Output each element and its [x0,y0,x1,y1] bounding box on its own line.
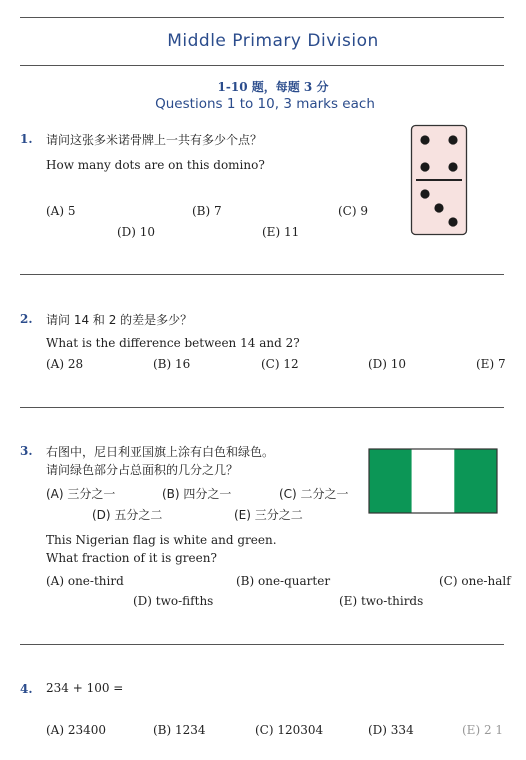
question-text: 234 + 100 = [46,681,124,695]
flag-stripe-left [369,449,412,513]
option-e[interactable]: (E) 11 [262,225,300,239]
domino-dot [420,162,429,171]
option-a[interactable]: (A) 5 [46,204,76,218]
section-rule [20,274,504,275]
option-b[interactable]: (B) 7 [192,204,222,218]
option-cn-b[interactable]: (B) 四分之一 [162,487,232,501]
question-text-cn-line1: 右图中，尼日利亚国旗上涂有白色和绿色。 [46,445,275,459]
question-text-cn: 请问 14 和 2 的差是多少？ [46,313,193,327]
section-rule [20,407,504,408]
top-rule [20,17,504,18]
flag-stripe-right [454,449,497,513]
option-d[interactable]: (D) 334 [368,723,414,737]
header-rule [20,65,504,66]
option-d[interactable]: (D) 10 [368,357,407,371]
domino-dot [448,135,457,144]
option-en-d[interactable]: (D) two-fifths [133,594,214,608]
section-rule [20,644,504,645]
question-number: 4. [20,682,33,696]
option-b[interactable]: (B) 16 [153,357,191,371]
option-en-b[interactable]: (B) one-quarter [236,574,331,588]
question-number: 2. [20,312,33,326]
question-number: 1. [20,132,33,146]
domino-dot [434,203,443,212]
option-c[interactable]: (C) 12 [261,357,299,371]
question-text-en: How many dots are on this domino? [46,158,265,172]
option-c[interactable]: (C) 9 [338,204,368,218]
option-b[interactable]: (B) 1234 [153,723,206,737]
option-a[interactable]: (A) 28 [46,357,84,371]
option-en-c[interactable]: (C) one-half [439,574,511,588]
option-en-a[interactable]: (A) one-third [46,574,124,588]
option-cn-a[interactable]: (A) 三分之一 [46,487,116,501]
question-text-en-line2: What fraction of it is green? [46,551,217,565]
option-en-e[interactable]: (E) two-thirds [339,594,424,608]
option-e[interactable]: (E) 2 1 [462,723,504,737]
question-text-en: What is the difference between 14 and 2? [46,336,300,350]
option-cn-e[interactable]: (E) 三分之二 [234,508,303,522]
option-cn-d[interactable]: (D) 五分之二 [92,508,163,522]
page-title: Middle Primary Division [167,31,379,51]
domino-dot [420,135,429,144]
subtitle-cn: 1-10 题，每题 3 分 [217,80,329,94]
subtitle-en: Questions 1 to 10, 3 marks each [155,96,375,112]
option-e[interactable]: (E) 7 [476,357,506,371]
domino-dot [420,189,429,198]
question-number: 3. [20,444,33,458]
nigeria-flag-figure [368,448,498,514]
domino-dot [448,162,457,171]
domino-figure [410,124,468,236]
question-text-en-line1: This Nigerian flag is white and green. [46,533,277,547]
domino-dot [448,217,457,226]
flag-stripe-middle [412,449,455,513]
option-cn-c[interactable]: (C) 二分之一 [279,487,349,501]
option-d[interactable]: (D) 10 [117,225,156,239]
question-text-cn-line2: 请问绿色部分占总面积的几分之几？ [46,463,239,477]
option-c[interactable]: (C) 120304 [255,723,324,737]
option-a[interactable]: (A) 23400 [46,723,107,737]
question-text-cn: 请问这张多米诺骨牌上一共有多少个点？ [46,133,263,147]
